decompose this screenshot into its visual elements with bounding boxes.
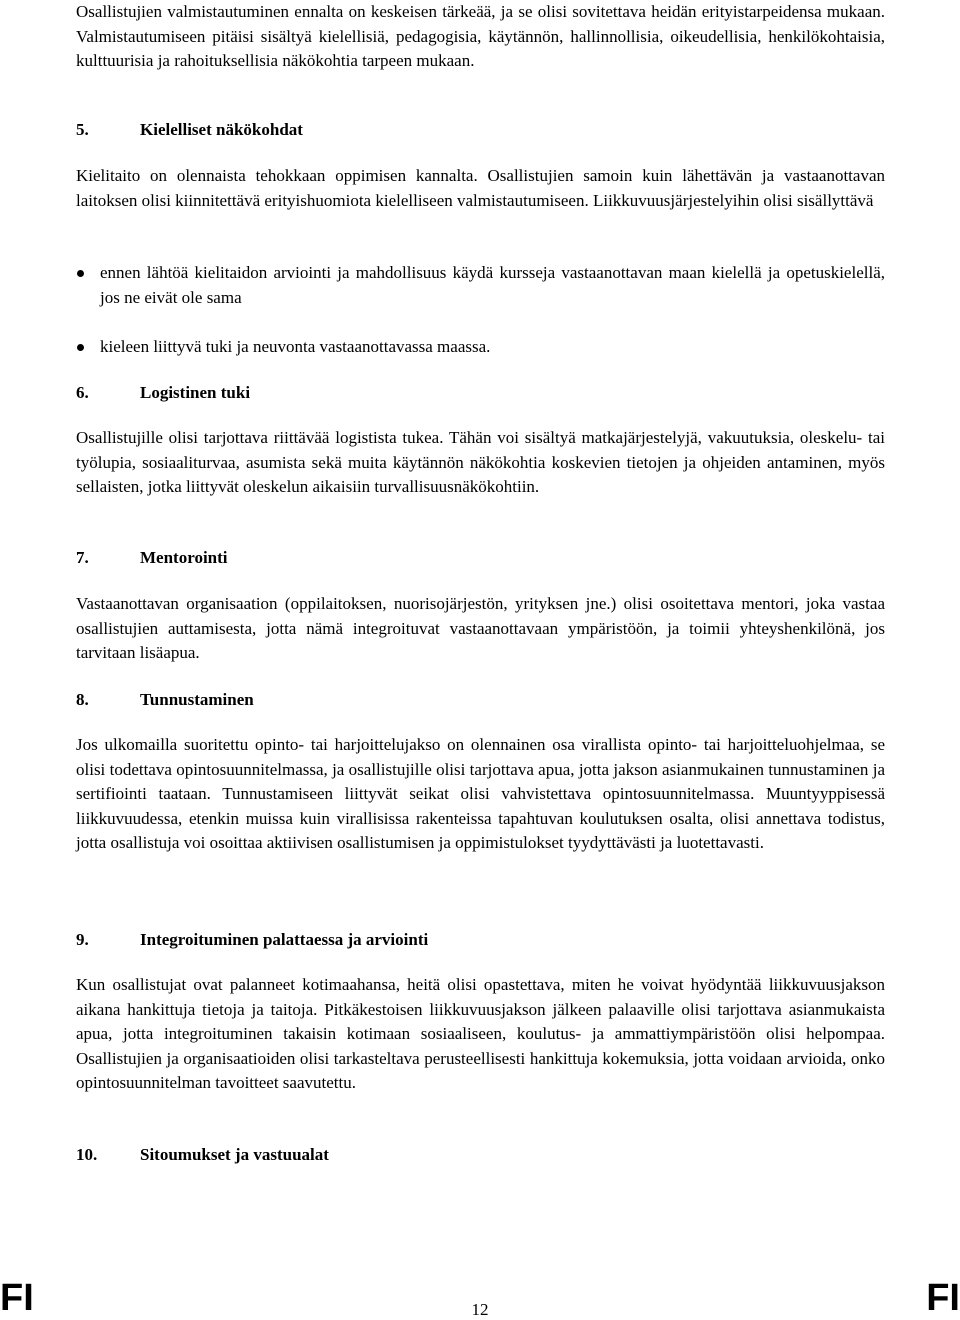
section-title: Sitoumukset ja vastuualat [140, 1145, 329, 1164]
section-title: Mentorointi [140, 548, 228, 567]
section-title: Integroituminen palattaessa ja arviointi [140, 930, 429, 949]
section-9-paragraph: Kun osallistujat ovat palanneet kotimaahansa, heitä olisi opastettava, miten he voivat hyödyntää liikkuvuusjakson aikana hankittuja tietoja ja taitoja. Pitkäkestoisen liikkuvuusjakson jälkeen palaaville olisi tarjottava asianmukaista apua, jotta integroituminen takaisin kotimaan sosiaaliseen, koulutus- ja ammattiympäristöön olisi helpompaa. Osallistujien ja organisaatioiden olisi tarkasteltava perusteellisesti hankittuja kokemuksia, jotta voidaan arvioida, onko opintosuunnitelman tavoitteet saavutettu. [76, 975, 885, 1092]
section-number: 7. [76, 548, 89, 567]
section-9-heading [76, 928, 428, 952]
page-number: 12 [471, 1300, 489, 1319]
bullet-text: kieleen liittyvä tuki ja neuvonta vastaanottavassa maassa. [100, 337, 491, 356]
section-title: Logistinen tuki [140, 383, 251, 402]
section-title: Tunnustaminen [140, 690, 254, 709]
section-number: 10. [76, 1145, 98, 1164]
section-5-paragraph: Kielitaito on olennaista tehokkaan oppimisen kannalta. Osallistujien samoin kuin lähettävän ja vastaanottavan laitoksen olisi kiinnitettävä erityishuomiota kielelliseen valmistautumiseen. Liikkuvuusjärjestelyihin olisi sisällyttävä [76, 166, 885, 210]
section-6-heading [76, 381, 250, 405]
section-8-paragraph: Jos ulkomailla suoritettu opinto- tai harjoittelujakso on olennainen osa virallista opinto- tai harjoitteluohjelmaa, se olisi todettava opintosuunnitelmassa, ja osallistujille olisi tarjottava apua, jotta jakson asianmukainen tunnustaminen ja sertifiointi taataan. Tunnustamiseen liittyvät seikat olisi vahvistettava opintosuunnitelmassa. Muuntyyppisessä liikkuvuudessa, etenkin muissa kuin virallisissa rakenteissa tapahtuvan koulutuksen osalta, olisi annettava todistus, jotta osallistuja voi osoittaa aktiivisen osallistumisen ja oppimistulokset tyydyttävästi ja luotettavasti. [76, 735, 885, 852]
section-7-paragraph: Vastaanottavan organisaation (oppilaitoksen, nuorisojärjestön, yrityksen jne.) olisi osoitettava mentori, joka vastaa osallistujien auttamisesta, jotta nämä integroituvat vastaanottavaan ympäristöön, ja toimii yhteyshenkilönä, jos tarvitaan lisäapua. [76, 594, 885, 662]
bullet-text: ennen lähtöä kielitaidon arviointi ja mahdollisuus käydä kursseja vastaanottavan maan kielellä ja opetuskielellä, jos ne eivät ole sama [100, 263, 885, 307]
section-7-heading [76, 546, 228, 570]
bullet-icon [77, 270, 84, 277]
section-title: Kielelliset näkökohdat [140, 120, 303, 139]
footer-language-code-right: FI [926, 1277, 960, 1319]
section-number: 9. [76, 930, 89, 949]
section-10-heading [76, 1143, 329, 1167]
bullet-item-language-assessment [76, 261, 885, 310]
footer-language-code-left: FI [0, 1277, 34, 1319]
bullet-icon [77, 344, 84, 351]
section-8-heading [76, 688, 254, 712]
intro-paragraph: Osallistujien valmistautuminen ennalta on keskeisen tärkeää, ja se olisi sovitettava heidän erityistarpeidensa mukaan. Valmistautumiseen pitäisi sisältyä kielellisiä, pedagogisia, käytännön, hallinnollisia, oikeudellisia, henkilökohtaisia, kulttuurisia ja rahoituksellisia näkökohtia tarpeen mukaan. [76, 2, 885, 70]
section-6-paragraph: Osallistujille olisi tarjottava riittävää logistista tukea. Tähän voi sisältyä matkajärjestelyjä, vakuutuksia, oleskelu- tai työlupia, sosiaaliturvaa, asumista sekä muita käytännön näkökohtia koskevien tietojen ja ohjeiden antaminen, myös sellaisten, jotka liittyvät oleskelun aikaisiin turvallisuusnäkökohtiin. [76, 428, 885, 496]
section-number: 8. [76, 690, 89, 709]
bullet-item-language-support [76, 335, 885, 360]
section-5-heading [76, 118, 303, 142]
section-number: 5. [76, 120, 89, 139]
section-number: 6. [76, 383, 89, 402]
